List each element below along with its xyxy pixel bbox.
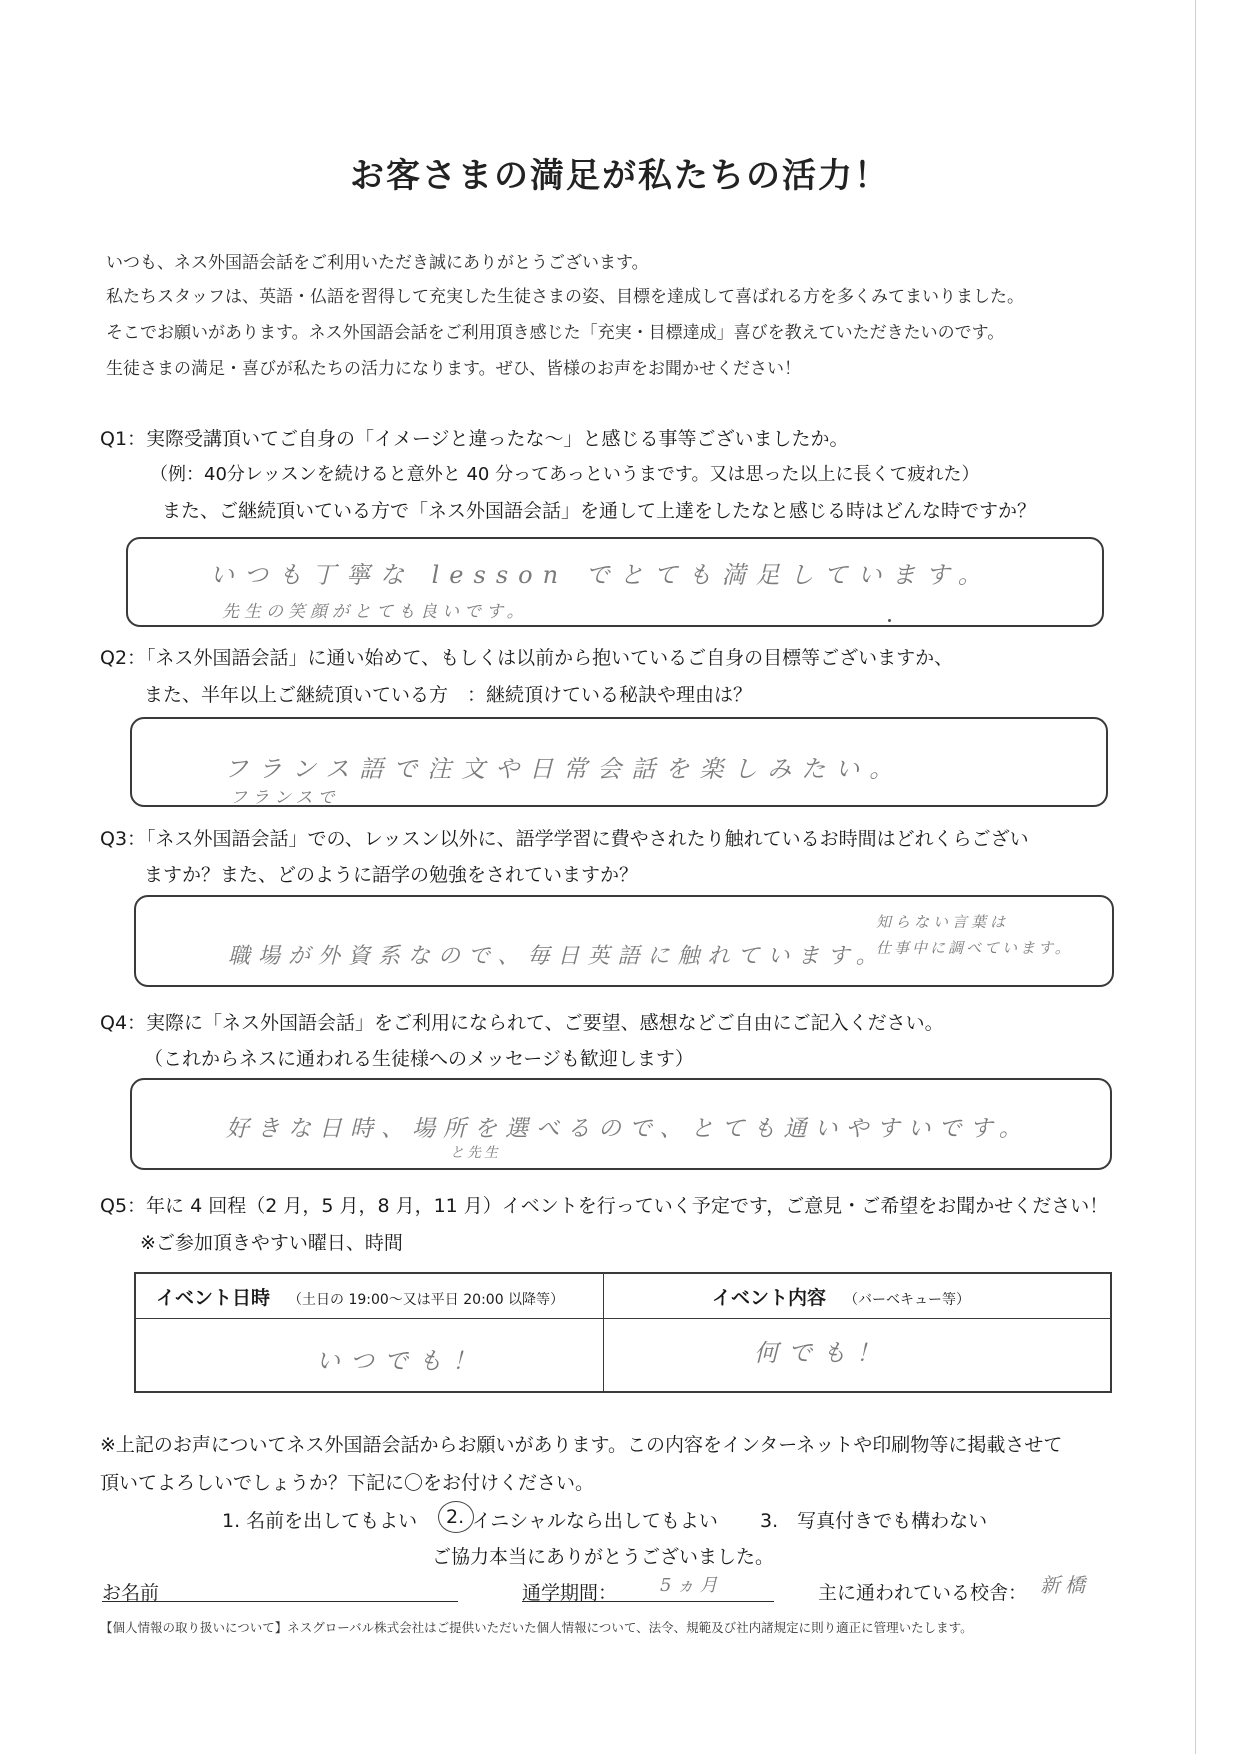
school-label: 主に通われている校舎： (818, 1582, 1028, 1604)
q2-answer-line-2: フランスで (230, 788, 340, 808)
consent-option-3[interactable]: 3. 写真付きでも構わない (760, 1510, 988, 1532)
event-content-answer: 何でも！ (753, 1339, 890, 1367)
q3-question: Q3：「ネス外国語会話」での、レッスン以外に、語学学習に費やされたり触れているお時間はどれくらござい (100, 828, 1029, 850)
event-content-header-note: （バーベキュー等） (843, 1291, 970, 1308)
q1-example: （例：40分レッスンを続けると意外と 40 分ってあっというまです。又は思った以上に長くて疲れた） (150, 464, 980, 485)
consent-line-1: ※上記のお声についてネス外国語会話からお願いがあります。この内容をインターネットや印刷物等に掲載させて (100, 1434, 1063, 1456)
q4-question-2: （これからネスに通われる生徒様へのメッセージも歓迎します） (144, 1048, 694, 1070)
intro-line-3: そこでお願いがあります。ネス外国語会話をご利用頂き感じた「充実・目標達成」喜びを教えていただきたいのです。 (106, 323, 1005, 343)
q1-question-2: また、ご継続頂いている方で「ネス外国語会話」を通して上達をしたなと感じる時はどんな時ですか？ (162, 500, 1037, 522)
event-date-header-note: （土日の 19:00～又は平日 20:00 以降等） (288, 1291, 565, 1308)
q3-question-2: ますか？また、どのように語学の勉強をされていますか？ (144, 864, 639, 886)
q1-answer-line-1: いつも丁寧な lesson でとても満足しています。 (210, 561, 992, 589)
event-table (134, 1272, 1112, 1393)
event-content-header (603, 1273, 1111, 1319)
ink-speck (888, 619, 891, 622)
q3-answer-note-1: 知らない言葉は (876, 913, 1010, 931)
q3-answer-line-1: 職場が外資系なので、毎日英語に触れています。 (228, 944, 886, 969)
period-label: 通学期間： (522, 1582, 618, 1604)
q2-question: Q2：「ネス外国語会話」に通い始めて、もしくは以前から抱いているご自身の目標等ございますか、 (100, 647, 954, 669)
intro-line-1: いつも、ネス外国語会話をご利用いただき誠にありがとうございます。 (106, 253, 649, 273)
q2-answer-line-1: フランス語で注文や日常会話を楽しみたい。 (224, 755, 904, 783)
q1-question: Q1：実際受講頂いてご自身の「イメージと違ったな～」と感じる事等ございましたか。 (100, 428, 849, 450)
school-value: 新橋 (1040, 1573, 1090, 1597)
q3-answer-box[interactable] (134, 895, 1114, 987)
event-date-header (135, 1273, 603, 1319)
q5-sub: ※ご参加頂きやすい曜日、時間 (140, 1232, 403, 1254)
name-field[interactable] (102, 1601, 458, 1602)
event-date-answer-cell[interactable] (135, 1319, 603, 1393)
page-edge (1195, 0, 1196, 1754)
consent-option-2-number[interactable]: 2. (446, 1506, 465, 1528)
period-field[interactable] (522, 1601, 774, 1602)
event-date-header-label: イベント日時 (156, 1286, 271, 1309)
event-date-answer: いつでも！ (316, 1347, 486, 1375)
period-value: 5ヵ月 (660, 1575, 723, 1596)
consent-option-1[interactable]: 1. 名前を出してもよい (222, 1510, 418, 1532)
q1-answer-box[interactable] (126, 537, 1104, 627)
q4-answer-line-1: 好きな日時、場所を選べるので、とても通いやすいです。 (226, 1116, 1030, 1142)
consent-line-2: 頂いてよろしいでしょうか？下記に〇をお付けください。 (100, 1472, 595, 1494)
q4-answer-box[interactable] (130, 1078, 1112, 1170)
q4-answer-insert: と先生 (450, 1145, 501, 1161)
q3-answer-note-2: 仕事中に調べています。 (876, 939, 1073, 957)
q4-question: Q4：実際に「ネス外国語会話」をご利用になられて、ご要望、感想などご自由にご記入ください。 (100, 1012, 944, 1034)
name-label: お名前 (102, 1582, 160, 1604)
q5-question: Q5：年に 4 回程（2 月，5 月，8 月，11 月）イベントを行っていく予定です，ご意見・ご希望をお聞かせください！ (100, 1195, 1109, 1217)
q2-answer-box[interactable] (130, 717, 1108, 807)
privacy-notice: 【個人情報の取り扱いについて】ネスグローバル株式会社はご提供いただいた個人情報について、法令、規範及び社内諸規定に則り適正に管理いたします。 (100, 1620, 973, 1635)
intro-line-2: 私たちスタッフは、英語・仏語を習得して充実した生徒さまの姿、目標を達成して喜ばれる方を多くみてまいりました。 (106, 287, 1024, 307)
page-title: お客さまの満足が私たちの活力！ (350, 156, 890, 196)
event-content-header-label: イベント内容 (711, 1286, 826, 1309)
thanks-message: ご協力本当にありがとうございました。 (432, 1546, 775, 1568)
q1-answer-line-2: 先生の笑顔がとても良いです。 (222, 602, 529, 622)
consent-option-2[interactable]: イニシャルなら出してもよい (472, 1510, 718, 1532)
intro-line-4: 生徒さまの満足・喜びが私たちの活力になります。ぜひ、皆様のお声をお聞かせください！ (106, 359, 801, 379)
q2-question-2: また、半年以上ご継続頂いている方 ：継続頂けている秘訣や理由は？ (144, 684, 753, 706)
event-content-answer-cell[interactable] (603, 1319, 1111, 1393)
